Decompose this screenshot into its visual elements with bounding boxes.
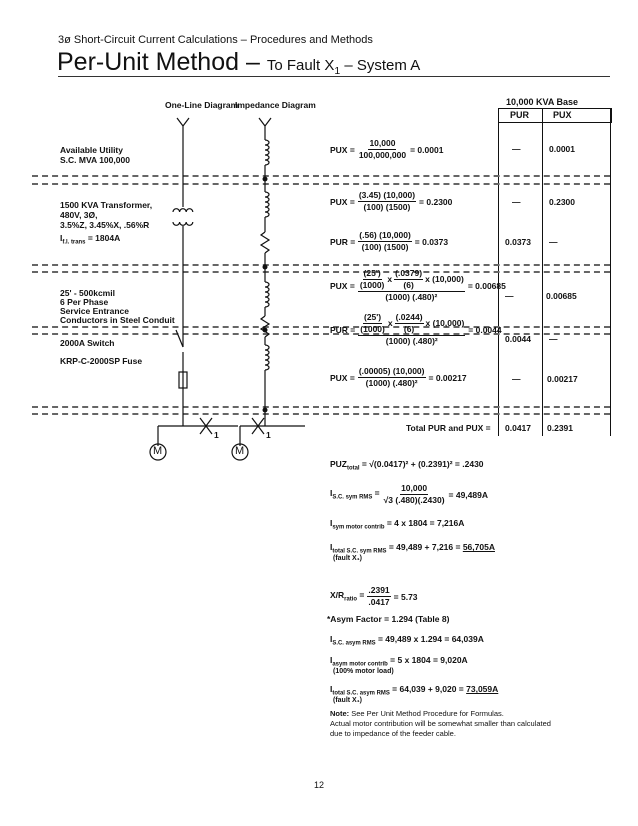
- one-line-heading: One-Line Diagram: [165, 100, 239, 110]
- conductor-reactance-icon: [265, 282, 269, 307]
- pux-heading: PUX: [553, 110, 572, 120]
- calc-transformer-pur: PUR = $\frac{(.56) (10,000)}{(100) (1500)}$ = 0.0373: [330, 230, 449, 252]
- utility-source-icon: [177, 118, 189, 207]
- transformer-secondary-icon: [173, 222, 193, 225]
- iasym-motor-result: $I_{asym motor contrib} = 5$ x 1804 = 9,020A: [330, 655, 468, 668]
- value-conductor-pur: —: [505, 291, 514, 301]
- value-transformer-pux-2: —: [549, 237, 558, 247]
- asym-factor-result: *Asym Factor = 1.294 (Table 8): [327, 614, 450, 624]
- value-transformer-pur: —: [512, 197, 521, 207]
- impedance-source-icon: [259, 118, 271, 140]
- transformer-reactance-icon: [265, 192, 269, 217]
- itotal-asym-result: $I_{total S.C. asym RMS} = 64,039 + 9,020 = 73,059A$: [330, 684, 499, 697]
- kva-base-heading: 10,000 KVA Base: [506, 97, 579, 107]
- iasym-motor-note: (100% motor load): [333, 668, 394, 675]
- utility-reactance-icon: [265, 140, 269, 165]
- motor-label-2: M: [235, 445, 245, 457]
- page-subtitle: 3ø Short-Circuit Current Calculations – Procedures and Methods: [58, 34, 373, 46]
- node-dot-2: [263, 265, 268, 270]
- puz-total-result: $PUZ_{total} = √(0.0417)^2 + (0.2391)^2 = .2430$: [330, 459, 484, 472]
- calc-conductor-pur: PUR = $\frac{(25')}{(1000)}$ x $\frac{(.0244)}{(6)}$ x (10,000) (1000) (.480)² = 0.0044: [330, 312, 502, 346]
- value-conductor-pux-2: —: [549, 334, 558, 344]
- itotal-sym-result: $I_{total S.C. sym RMS} = 49,489 + 7,216 = 56,705A$: [330, 542, 495, 555]
- itotal-sym-note: (fault X₁): [333, 555, 362, 562]
- switch-reactance-icon: [265, 345, 269, 370]
- fuse-label: KRP-C-2000SP Fuse: [60, 356, 143, 366]
- impedance-heading: Impedance Diagram: [235, 100, 316, 110]
- value-utility-pur: —: [512, 144, 521, 154]
- xr-ratio-result: $X/R_{ratio}$ = $\frac{.2391}{.0417}$ = 5.73: [330, 585, 418, 607]
- utility-label: Available Utility S.C. MVA 100,000: [60, 145, 130, 165]
- node-dot-4: [263, 408, 268, 413]
- isc-sym-result: $I_{S.C. sym RMS}$ = $\frac{10,000}{√3 (.480)(.2430)}$ = 49,489A: [330, 483, 488, 505]
- switch-label: 2000A Switch: [60, 338, 115, 348]
- node-dot-3: [263, 328, 268, 333]
- isc-asym-result: $I_{S.C. asym RMS} = 49,489$ x 1.294 = 64,039A: [330, 634, 484, 647]
- conductor-label: 25' - 500kcmil 6 Per Phase Service Entrance Conductors in Steel Conduit: [60, 288, 175, 325]
- page-number: 12: [314, 780, 325, 790]
- node-dot-1: [263, 177, 268, 182]
- value-transformer-pux: 0.2300: [549, 197, 575, 207]
- conductor-resistance-icon: [261, 316, 269, 337]
- value-transformer-pur-2: 0.0373: [505, 237, 531, 247]
- calc-utility-pux: PUX = $\frac{10,000}{100,000,000}$ = 0.0001: [330, 138, 444, 160]
- transformer-primary-icon: [173, 209, 193, 212]
- page-title: Per-Unit Method – To Fault $X_1$ – System A: [57, 48, 421, 77]
- value-conductor-pur-2: 0.0044: [505, 334, 531, 344]
- value-switch-pur: —: [512, 374, 521, 384]
- motor-label-1: M: [153, 445, 163, 457]
- value-conductor-pux: 0.00685: [546, 291, 577, 301]
- switch-icon: [176, 330, 183, 347]
- totals-label: Total PUR and PUX =: [406, 423, 491, 433]
- footnote: Note: See Per Unit Method Procedure for Formulas. Actual motor contribution will be somewhat smaller than calculated due to impedance of the feeder cable.: [330, 709, 551, 738]
- fault-sub-label-2: 1: [266, 430, 271, 440]
- value-utility-pux: 0.0001: [549, 144, 575, 154]
- value-switch-pux: 0.00217: [547, 374, 578, 384]
- transformer-label: 1500 KVA Transformer, 480V, 3Ø, 3.5%Z, 3.45%X, .56%R: [60, 200, 153, 230]
- calc-switch-pux: PUX = $\frac{(.00005) (10,000)}{\text{(1000) (.480)²}}$ = 0.00217: [330, 366, 467, 388]
- transformer-resistance-icon: [261, 232, 269, 253]
- total-pux: 0.2391: [547, 423, 573, 433]
- calc-conductor-pux: PUX = $\frac{(25')}{(1000)}$ x $\frac{(.0379)}{(6)}$ x (10,000) (1000) (.480)² = 0.00685: [330, 268, 506, 302]
- pur-heading: PUR: [510, 110, 530, 120]
- itotal-asym-note: (fault X₁): [333, 697, 362, 704]
- isym-motor-result: $I_{sym motor contrib} = 4$ x 1804 = 7,216A: [330, 518, 465, 531]
- full-load-current-label: $I_{f.l. trans} = 1804A$: [60, 233, 121, 246]
- fault-sub-label-1: 1: [214, 430, 219, 440]
- total-pur: 0.0417: [505, 423, 531, 433]
- calc-transformer-pux: PUX = $\frac{(3.45) (10,000)}{(100) (1500)}$ = 0.2300: [330, 190, 453, 212]
